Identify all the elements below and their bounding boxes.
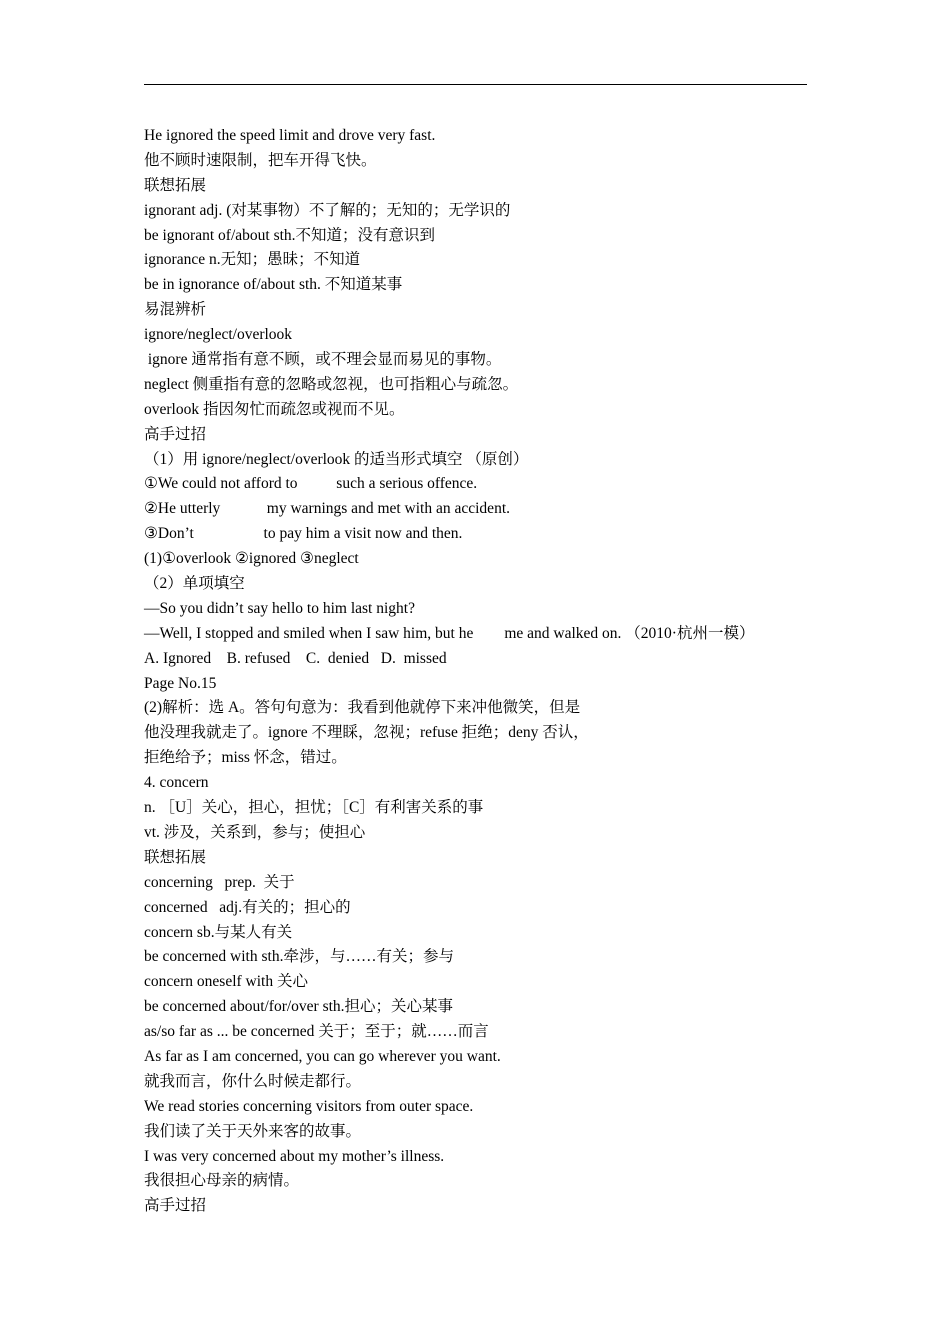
header-rule: [144, 84, 807, 85]
page-number: Page No.15: [144, 674, 217, 692]
example-sentence: As far as I am concerned, you can go wherever you want.: [144, 1047, 501, 1065]
text-line: be concerned with sth.牵涉，与……有关；参与: [144, 948, 454, 966]
text-line: He ignored the speed limit and drove very fast.: [144, 127, 436, 144]
dialogue-line: —So you didn’t say hello to him last night?: [144, 599, 415, 617]
text-line: vt. 涉及，关系到，参与；使担心: [144, 823, 366, 841]
exercise-item: ③Don’t to pay him a visit now and then.: [144, 525, 463, 543]
text-line: concern oneself with 关心: [144, 973, 308, 991]
text-line: ignorant adj. (对某事物）不了解的；无知的；无学识的: [144, 201, 511, 219]
answer-line: (1)①overlook ②ignored ③neglect: [144, 550, 359, 568]
example-sentence: I was very concerned about my mother’s illness.: [144, 1147, 445, 1165]
text-line: concerning prep. 关于: [144, 873, 295, 891]
text-line: 他不顾时速限制，把车开得飞快。: [144, 151, 377, 169]
section-heading: 联想拓展: [144, 848, 207, 866]
exercise-instruction: （2）单项填空: [144, 575, 245, 593]
text-line: as/so far as ... be concerned 关于；至于；就……而言: [144, 1023, 489, 1041]
dialogue-line: —Well, I stopped and smiled when I saw him, but he me and walked on. （2010·杭州一模）: [144, 624, 755, 642]
example-translation: 就我而言，你什么时候走都行。: [144, 1072, 362, 1090]
answer-options: A. Ignored B. refused C. denied D. missed: [144, 649, 447, 667]
example-translation: 我们读了关于天外来客的故事。: [144, 1122, 362, 1140]
text-line: concern sb.与某人有关: [144, 923, 293, 941]
text-line: ignorance n.无知；愚昧；不知道: [144, 251, 361, 269]
text-line: be in ignorance of/about sth. 不知道某事: [144, 276, 403, 294]
text-line: n. ［U］关心，担心，担忧；［C］有利害关系的事: [144, 799, 484, 817]
text-line: 拒绝给予；miss 怀念，错过。: [144, 749, 347, 767]
text-line: concerned adj.有关的；担心的: [144, 898, 351, 916]
exercise-item: ②He utterly my warnings and met with an accident.: [144, 500, 510, 518]
section-heading: 高手过招: [144, 425, 207, 443]
text-line: be concerned about/for/over sth.担心；关心某事: [144, 998, 454, 1016]
exercise-instruction: （1）用 ignore/neglect/overlook 的适当形式填空 （原创）: [144, 450, 529, 468]
example-translation: 我很担心母亲的病情。: [144, 1172, 300, 1190]
text-line: neglect 侧重指有意的忽略或忽视，也可指粗心与疏忽。: [144, 375, 519, 393]
entry-heading: 4. concern: [144, 774, 209, 792]
section-heading: 联想拓展: [144, 176, 207, 194]
text-line: ignore/neglect/overlook: [144, 326, 293, 344]
text-line: be ignorant of/about sth.不知道；没有意识到: [144, 226, 436, 244]
exercise-item: ①We could not afford to such a serious offence.: [144, 475, 478, 493]
text-line: ignore 通常指有意不顾，或不理会显而易见的事物。: [144, 351, 502, 369]
text-line: (2)解析：选 A。答句句意为：我看到他就停下来冲他微笑，但是: [144, 699, 581, 717]
text-line: overlook 指因匆忙而疏忽或视而不见。: [144, 400, 405, 418]
document-body: [144, 124, 814, 1219]
text-line: 他没理我就走了。ignore 不理睬，忽视；refuse 拒绝；deny 否认，: [144, 724, 589, 742]
example-sentence: We read stories concerning visitors from outer space.: [144, 1097, 474, 1115]
section-heading: 易混辨析: [144, 301, 207, 319]
section-heading: 高手过招: [144, 1197, 207, 1215]
